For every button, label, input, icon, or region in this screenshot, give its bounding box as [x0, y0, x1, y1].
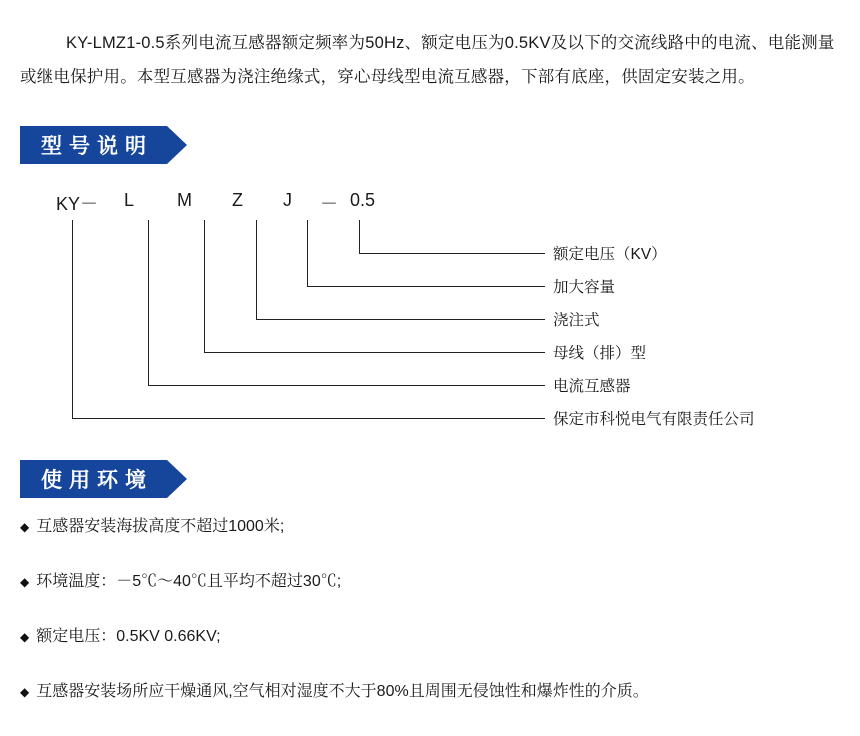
list-item [20, 516, 840, 538]
list-item-label: 额定电压：0.5KV 0.66KV; [36, 628, 221, 645]
list-item [20, 571, 840, 593]
list-item-label: 环境温度：－5℃～40℃且平均不超过30℃; [36, 573, 342, 590]
model-code-char-6: 0.5 [350, 190, 376, 210]
leader-line-horizontal-2 [256, 319, 545, 320]
model-code-label-0: 额定电压（KV） [553, 246, 667, 263]
environment-list [20, 516, 840, 736]
diamond-bullet-icon: ◆ [20, 685, 30, 699]
model-code-char-1: L [124, 190, 135, 210]
model-code-char-0: KY－ [56, 194, 99, 214]
diamond-bullet-icon: ◆ [20, 630, 30, 644]
banner-arrow-icon [167, 126, 187, 164]
banner-arrow-icon [167, 460, 187, 498]
model-code-char-3: Z [232, 190, 243, 210]
leader-line-vertical-0 [359, 220, 360, 253]
leader-line-vertical-3 [204, 220, 205, 352]
intro-text: KY-LMZ1-0.5系列电流互感器额定频率为50Hz、额定电压为0.5KV及以下的交流线路中的电流、电能测量或继电保护用。本型互感器为浇注绝缘式，穿心母线型电流互感器，下部有底座，供固定安装之用。 [20, 34, 835, 86]
leader-line-vertical-4 [148, 220, 149, 385]
diamond-bullet-icon: ◆ [20, 520, 30, 534]
model-code-label-5: 保定市科悦电气有限责任公司 [553, 411, 755, 428]
section-title-model: 型号说明 [20, 126, 167, 164]
section-banner-environment [20, 460, 187, 498]
diamond-bullet-icon: ◆ [20, 575, 30, 589]
section-title-environment: 使用环境 [20, 460, 167, 498]
leader-line-horizontal-4 [148, 385, 545, 386]
leader-line-vertical-2 [256, 220, 257, 319]
leader-line-horizontal-3 [204, 352, 545, 353]
list-item-label: 互感器安装场所应干燥通风,空气相对湿度不大于80%且周围无侵蚀性和爆炸性的介质。 [36, 683, 649, 700]
leader-line-vertical-1 [307, 220, 308, 286]
model-code-label-3: 母线（排）型 [553, 345, 647, 362]
leader-line-horizontal-1 [307, 286, 545, 287]
intro-paragraph [20, 26, 840, 94]
model-code-label-2: 浇注式 [553, 312, 600, 329]
list-item [20, 626, 840, 648]
model-code-label-4: 电流互感器 [553, 378, 631, 395]
model-code-char-5: － [320, 194, 338, 214]
list-item [20, 681, 840, 703]
leader-line-vertical-5 [72, 220, 73, 418]
list-item-label: 互感器安装海拔高度不超过1000米; [36, 518, 285, 535]
model-code-char-2: M [177, 190, 192, 210]
leader-line-horizontal-5 [72, 418, 545, 419]
model-code-label-1: 加大容量 [553, 279, 616, 296]
section-banner-model [20, 126, 187, 164]
model-code-char-4: J [283, 190, 292, 210]
model-code-diagram [20, 182, 840, 437]
leader-line-horizontal-0 [359, 253, 545, 254]
